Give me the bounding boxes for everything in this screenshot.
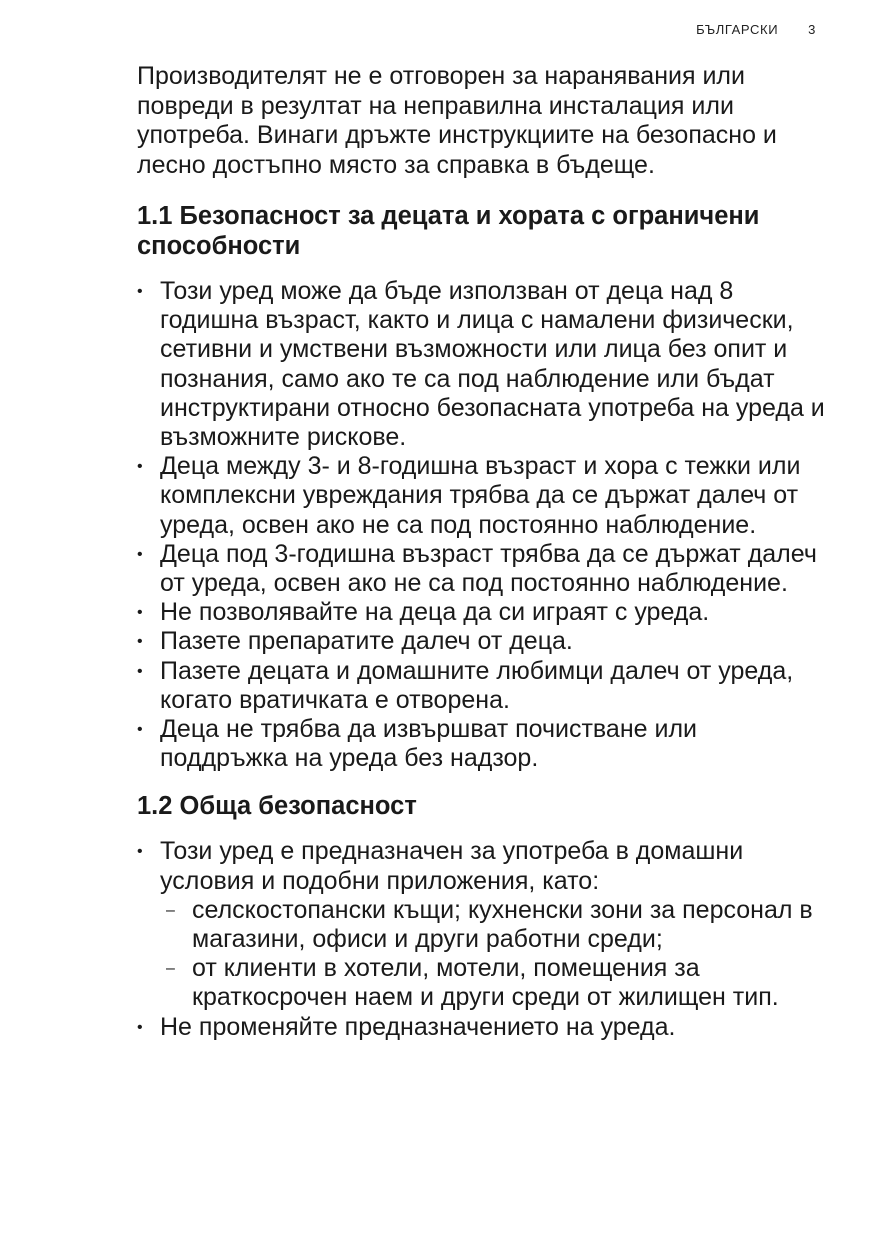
list-item bbox=[137, 837, 827, 1012]
section-2-list bbox=[137, 837, 827, 1041]
sub-list-item: – от клиенти в хотели, мотели, помещения за краткосрочен наем и други среди от жилищен тип. bbox=[160, 954, 827, 1012]
list-item: • Пазете децата и домашните любимци далеч от уреда, когато вратичката е отворена. bbox=[137, 657, 827, 715]
section-2-heading: 1.2 Обща безопасност bbox=[137, 792, 417, 821]
page-content bbox=[137, 62, 827, 1042]
page-number: 3 bbox=[808, 22, 816, 37]
sub-list-item: – селскостопански къщи; кухненски зони за персонал в магазини, офиси и други работни среди; bbox=[160, 896, 827, 954]
list-item: • Деца под 3-годишна възраст трябва да се държат далеч от уреда, освен ако не са под постоянно наблюдение. bbox=[137, 540, 827, 598]
section-1-heading: 1.1 Безопасност за децата и хората с ограничени способности bbox=[137, 202, 760, 260]
page-header bbox=[696, 22, 816, 37]
intro-paragraph: Производителят не е отговорен за наранявания или повреди в резултат на неправилна инсталация или употреба. Винаги дръжте инструкциите на безопасно и лесно достъпно място за справка в бъдеще. bbox=[137, 62, 777, 179]
list-item: • Деца между 3- и 8-годишна възраст и хора с тежки или комплексни увреждания трябва да се държат далеч от уреда, освен ако не са под постоянно наблюдение. bbox=[137, 452, 827, 540]
list-item: • Деца не трябва да извършват почистване или поддръжка на уреда без надзор. bbox=[137, 715, 827, 773]
list-item: • Пазете препаратите далеч от деца. bbox=[137, 627, 827, 656]
list-item: • Този уред може да бъде използван от деца над 8 годишна възраст, както и лица с намалени физически, сетивни и умствени възможности или лица без опит и познания, само ако те са под наблюдение или бъдат инструктирани относно безопасната употреба на уреда и възможните рискове. bbox=[137, 277, 827, 452]
section-1-list bbox=[137, 277, 827, 773]
sub-list bbox=[160, 896, 827, 1013]
header-language: БЪЛГАРСКИ bbox=[696, 22, 779, 37]
list-item: • Не променяйте предназначението на уреда. bbox=[137, 1013, 827, 1042]
list-item-text: Този уред е предназначен за употреба в домашни условия и подобни приложения, като: bbox=[160, 837, 744, 895]
section-2 bbox=[137, 791, 827, 1041]
list-item: • Не позволявайте на деца да си играят с уреда. bbox=[137, 598, 827, 627]
